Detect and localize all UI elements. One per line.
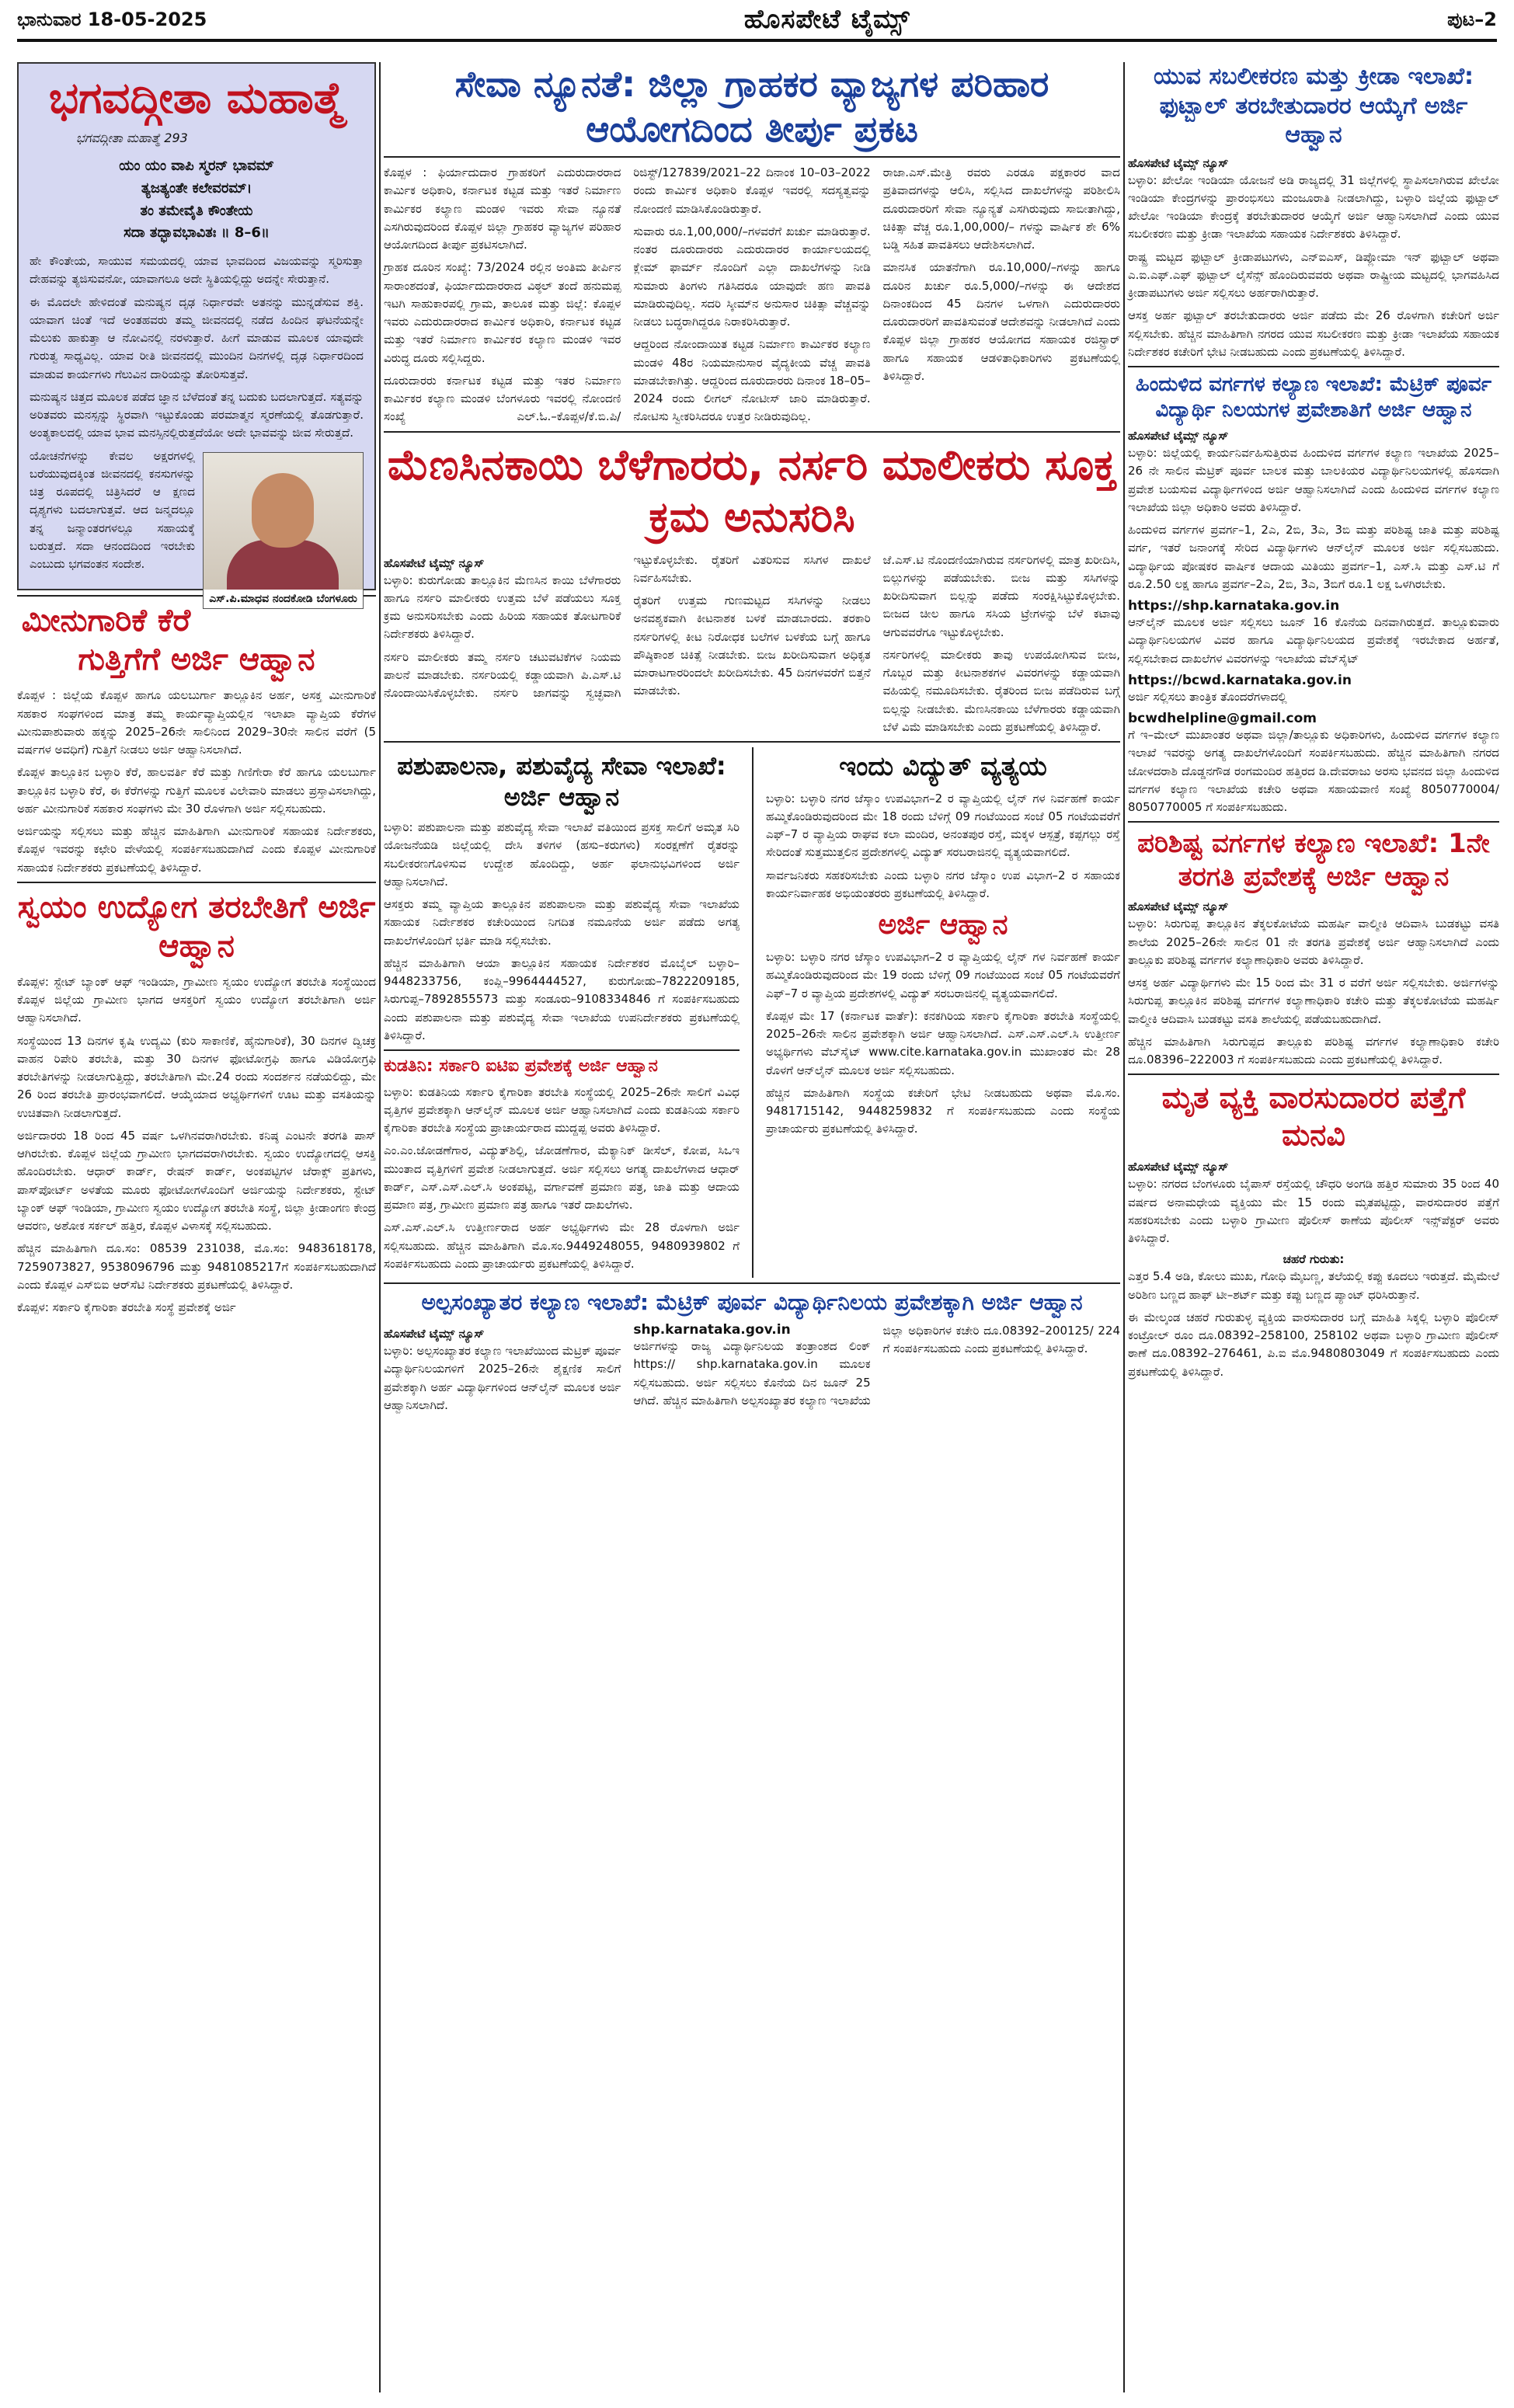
headline: ಮೆಣಸಿನಕಾಯಿ ಬೆಳೆಗಾರರು, ನರ್ಸರಿ ಮಾಲೀಕರು ಸೂಕ್ತ ಕ್ರಮ ಅನುಸರಿಸಿ <box>387 440 1117 541</box>
photo-caption: ಎಸ್.ಪಿ.ಮಾಧವ ನಂದಕೋಡಿ ಬೆಂಗಳೂರು <box>209 592 357 605</box>
headline: ಸ್ವಯಂ ಉದ್ಯೋಗ ತರಬೇತಿಗೆ ಅರ್ಜಿ ಆಹ್ವಾನ <box>17 889 376 964</box>
article-paragraph: ನರ್ಸರಿಗಳಲ್ಲಿ ಮಾಲೀಕರು ತಾವು ಉಪಯೋಗಿಸುವ ಬೀಜ, ಗೊಬ್ಬರ ಮತ್ತು ಕೀಟನಾಶಕಗಳ ವಿವರಗಳನ್ನು ಕಡ್ಡಾಯವಾಗಿ ವಹಿಯಲ್ಲಿ ನಮೂದಿಸಬೇಕು. ರೈತರಿಂದ ಬೀಜ ಪಡೆದಿರುವ ಬಗ್ಗೆ ಬಿಲ್ಲನ್ನು ನೀಡಬೇಕು. ಮೆಣಸಿನಕಾಯಿ ಬೆಳೆಗಾರರು ಕಡ್ಡಾಯವಾಗಿ ಬೆಳೆ ವಿಮೆ ಮಾಡಿಸಬೇಕು ಎಂದು ಪ್ರಕಟಣೆಯಲ್ಲಿ ತಿಳಿಸಿದ್ದಾರೆ. <box>882 647 1120 734</box>
byline: ಹೊಸಪೇಟೆ ಟೈಮ್ಸ್ ನ್ಯೂಸ್ <box>1128 900 1229 914</box>
byline: ಹೊಸಪೇಟೆ ಟೈಮ್ಸ್ ನ್ಯೂಸ್ <box>1128 1160 1229 1174</box>
verse-line: ತ್ಯಜತ್ಯಂತೇ ಕಲೇವರಮ್। <box>141 179 252 197</box>
article-paragraph: ಕೊಪ್ಪಳ ಮೇ 17 (ಕರ್ನಾಟಕ ವಾರ್ತೆ): ಕನಕಗಿರಿಯ ಸರ್ಕಾರಿ ಕೈಗಾರಿಕಾ ತರಬೇತಿ ಸಂಸ್ಥೆಯಲ್ಲಿ 2025–26ನೇ ಸಾಲಿನ ಪ್ರವೇಶಕ್ಕಾಗಿ ಅರ್ಜಿ ಆಹ್ವಾನಿಸಲಾಗಿದೆ. ಎಸ್.ಎಸ್.ಎಲ್.ಸಿ ಉತ್ತೀರ್ಣ ಅಭ್ಯರ್ಥಿಗಳು ವೆಬ್‌ಸೈಟ್ www.cite.karnataka.gov.in ಮುಖಾಂತರ ಮೇ 28 ರೊಳಗೆ ಆನ್‌ಲೈನ್ ಮೂಲಕ ಅರ್ಜಿ ಸಲ್ಲಿಸಬಹುದು. <box>765 1008 1120 1077</box>
self-employment-article <box>17 888 376 1317</box>
article-paragraph: ಬಳ್ಳಾರಿ: ಕುರುಗೋಡು ತಾಲ್ಲೂಕಿನ ಮೆಣಸಿನ ಕಾಯಿ ಬೆಳೆಗಾರರು ಹಾಗೂ ನರ್ಸರಿ ಮಾಲೀಕರು ಉತ್ತಮ ಬೆಳೆ ಪಡೆಯಲು ಸೂಕ್ತ ಕ್ರಮ ಅನುಸರಿಸಬೇಕು ಎಂದು ಹಿರಿಯ ಸಹಾಯಕ ತೋಟಗಾರಿಕೆ ನಿರ್ದೇಶಕರು ತಿಳಿಸಿದ್ದಾರೆ. <box>384 572 621 642</box>
headline: ಯುವ ಸಬಲೀಕರಣ ಮತ್ತು ಕ್ರೀಡಾ ಇಲಾಖೆ: ಫುಟ್ಬಾಲ್ ತರಬೇತುದಾರರ ಆಯ್ಕೆಗೆ ಅರ್ಜಿ ಆಹ್ವಾನ <box>1153 63 1474 148</box>
article-paragraph: ಸುವಾರು ರೂ.1,00,000/–ಗಳವರೆಗೆ ಖರ್ಚು ಮಾಡಿರುತ್ತಾರೆ. ನಂತರ ದೂರುದಾರರು ಎದುರುದಾರರ ಕಾರ್ಯಾಲಯದಲ್ಲಿ ಕ್ಲೇಮ್ ಫಾರ್ಮ್ ನೊಂದಿಗೆ ಎಲ್ಲಾ ದಾಖಲೆಗಳನ್ನು ನೀಡಿ ಸುಮಾರು ತಿಂಗಳು ಗತಿಸಿದರೂ ಯಾವುದೇ ಹಣ ಪಾವತಿ ಮಾಡಿರುವುದಿಲ್ಲ. ಸದರಿ ಸ್ಕೀಮ್‌ನ ಅನುಸಾರ ಚಿಕಿತ್ಸಾ ವೆಚ್ಚವನ್ನು ನೀಡಲು ಬದ್ಧರಾಗಿದ್ದರೂ ನಿರಾಕರಿಸಿರುತ್ತಾರೆ. <box>633 224 871 329</box>
email-link[interactable]: bcwdhelpline@gmail.com <box>1128 711 1317 726</box>
article-paragraph: ರಾಷ್ಟ್ರ ಮಟ್ಟದ ಫುಟ್ಬಾಲ್ ಕ್ರೀಡಾಪಟುಗಳು, ಎನ್‌ಐಎಸ್, ಡಿಪ್ಲೋಮಾ ಇನ್ ಫುಟ್ಬಾಲ್ ಅಥವಾ ಎ.ಐ.ಎಫ್.ಎಫ್ ಫುಟ್ಬಾಲ್ ಲೈಸೆನ್ಸ್ ಹೊಂದಿರುವವರು ಅಥವಾ ರಾಷ್ಟ್ರೀಯ ಮಟ್ಟದಲ್ಲಿ ಭಾಗವಹಿಸಿದ ಕ್ರೀಡಾಪಟುಗಳು ಅರ್ಜಿ ಸಲ್ಲಿಸಲು ಅರ್ಹರಾಗಿರುತ್ತಾರೆ. <box>1128 249 1499 300</box>
article-paragraph: ಸಂಸ್ಥೆಯಿಂದ 13 ದಿನಗಳ ಕೃಷಿ ಉದ್ಯಮಿ (ಕುರಿ ಸಾಕಾಣಿಕೆ, ಹೈನುಗಾರಿಕೆ), 30 ದಿನಗಳ ದ್ವಿಚಕ್ರ ವಾಹನ ರಿಪೇರಿ ತರಬೇತಿ, ಮತ್ತು 30 ದಿನಗಳ ಫೋಟೋಗ್ರಫಿ ಹಾಗೂ ವಿಡಿಯೋಗ್ರಫಿ ತರಬೇತಿಗಳನ್ನು ನೀಡಲಾಗುತ್ತಿದ್ದು, ತರಬೇತಿಗಾಗಿ ಮೇ.24 ರಂದು ಸಂದರ್ಶನ ನಡೆಯಲಿದ್ದು, ಮೇ 26 ರಿಂದ ತರಬೇತಿ ಪ್ರಾರಂಭವಾಗಲಿದೆ. ಆಯ್ಕೆಯಾದ ಅಭ್ಯರ್ಥಿಗಳಿಗೆ ಊಟ ಮತ್ತು ವಸತಿಯನ್ನು ಉಚಿತವಾಗಿ ನೀಡಲಾಗುತ್ತದೆ. <box>17 1033 376 1120</box>
article-paragraph: ಕೊಪ್ಪಳ: ಸರ್ಕಾರಿ ಕೈಗಾರಿಕಾ ತರಬೇತಿ ಸಂಸ್ಥೆ ಪ್ರವೇಶಕ್ಕೆ ಅರ್ಜಿ <box>17 1300 236 1315</box>
page-number: ಪುಟ–2 <box>1447 9 1497 30</box>
article-paragraph: ಆಸಕ್ತರು ತಮ್ಮ ವ್ಯಾಪ್ತಿಯ ತಾಲ್ಲೂಕಿನ ಪಶುಪಾಲನಾ ಮತ್ತು ಪಶುವೈದ್ಯ ಸೇವಾ ಇಲಾಖೆಯ ಸಹಾಯಕ ನಿರ್ದೇಶಕರ ಕಚೇರಿಯಿಂದ ನಿಗದಿತ ನಮೂನೆಯ ಅರ್ಜಿ ಪಡೆದು ಅಗತ್ಯ ದಾಖಲೆಗಳೊಂದಿಗೆ ಭರ್ತಿ ಮಾಡಿ ಸಲ್ಲಿಸಬೇಕು. <box>384 897 740 948</box>
subheading: ಚಹರೆ ಗುರುತು: <box>1283 1252 1345 1267</box>
byline: ಹೊಸಪೇಟೆ ಟೈಮ್ಸ್ ನ್ಯೂಸ್ <box>384 1327 485 1341</box>
article-paragraph: ನರ್ಸರಿ ಮಾಲೀಕರು ತಮ್ಮ ನರ್ಸರಿ ಚಟುವಟಿಕೆಗಳ ನಿಯಮ ಪಾಲನೆ ಮಾಡಬೇಕು. ನರ್ಸರಿಯಲ್ಲಿ ಕಡ್ಡಾಯವಾಗಿ ಪಿ.ಎಸ್.ಟಿ ನೊಂದಾಯಿಸಿಕೊಳ್ಳಬೇಕು. ನರ್ಸರಿ ಜಾಗವನ್ನು ಸ್ವಚ್ಛವಾಗಿ ಇಟ್ಟುಕೊಳ್ಳಬೇಕು. ರೈತರಿಗೆ ವಿತರಿಸುವ ಸಸಿಗಳ ದಾಖಲೆ ನಿರ್ವಹಿಸಬೇಕು. <box>384 552 871 700</box>
author-photo <box>203 452 364 609</box>
headline: ಹಿಂದುಳಿದ ವರ್ಗಗಳ ಕಲ್ಯಾಣ ಇಲಾಖೆ: ಮೆಟ್ರಿಕ್ ಪೂರ್ವ ವಿದ್ಯಾರ್ಥಿ ನಿಲಯಗಳ ಪ್ರವೇಶಾತಿಗೆ ಅರ್ಜಿ ಆಹ್ವಾನ <box>1135 373 1492 422</box>
chilli-article <box>384 439 1120 737</box>
article-paragraph: ಕೊಪ್ಪಳ : ಜಿಲ್ಲೆಯ ಕೊಪ್ಪಳ ಹಾಗೂ ಯಲಬುರ್ಗಾ ತಾಲ್ಲೂಕಿನ ಅರ್ಹ, ಅಸಕ್ತ ಮೀನುಗಾರಿಕೆ ಸಹಕಾರ ಸಂಘಗಳಿಂದ ಮಾತ್ರ ತಮ್ಮ ಕಾರ್ಯವ್ಯಾಪ್ತಿಯಲ್ಲಿನ ಇಲಾಖಾ ವ್ಯಾಪ್ತಿಯ ಕೆರೆಗಳ ಮೀನುಪಾಶುವಾರು ಹಕ್ಕನ್ನು 2025–26ನೇ ಸಾಲಿನಿಂದ 2029–30ನೇ ಸಾಲಿನ ವರೆಗೆ (5 ವರ್ಷಗಳ ಅವಧಿಗೆ) ಗುತ್ತಿಗೆ ನೀಡಲು ಅರ್ಜಿ ಆಹ್ವಾನಿಸಲಾಗಿದೆ. <box>17 688 376 757</box>
article-paragraph: ಈ ಮೊದಲೇ ಹೇಳಿದಂತೆ ಮನುಷ್ಯನ ದೃಢ ನಿರ್ಧಾರವೇ ಅತನನ್ನು ಮುನ್ನಡೆಸುವ ಶಕ್ತಿ. ಯಾವಾಗ ಚಿಂತೆ ಇದೆ ಅಂತಹವರು ತಮ್ಮ ಜೀವನದಲ್ಲಿ ನಡೆದ ಹಿಂದಿನ ಘಟನೆಯನ್ನೇ ಮೆಲುಕು ಹಾಕುತ್ತಾ ಆ ನೋವಿನಲ್ಲಿ ನರಳುತ್ತಾರೆ. ಹೀಗೆ ಮಾಡುವ ಮೂಲಕ ಯಾವುದೇ ಗುರುತ್ವ ಸಾಧ್ಯವಿಲ್ಲ. ಯಾವ ರೀತಿ ಜೀವನದಲ್ಲಿ ಮುಂದಿನ ದಿನಗಳಲ್ಲಿ ದೃಢ ನಿರ್ಧಾರದಿಂದ ಮಾಡುವ ಕಾರ್ಯಗಳು ಗೆಲುವಿನ ದಾರಿಯನ್ನು ತೋರಿಸುತ್ತವೆ. <box>30 294 364 381</box>
divider <box>1128 821 1499 823</box>
article-paragraph: ಬಳ್ಳಾರಿ: ಪಶುಪಾಲನಾ ಮತ್ತು ಪಶುವೈದ್ಯ ಸೇವಾ ಇಲಾಖೆ ವತಿಯಿಂದ ಪ್ರಸಕ್ತ ಸಾಲಿಗೆ ಅಮೃತ ಸಿರಿ ಯೋಜನೆಯಡಿ ಜಿಲ್ಲೆಯಲ್ಲಿ ದೇಸಿ ತಳಿಗಳ (ಹಸು–ಕರುಗಳು) ಸಂರಕ್ಷಣೆಗೆ ರೈತರನ್ನು ಸಬಲೀಕರಣಗೊಳಿಸುವ ಉದ್ದೇಶ ಹೊಂದಿದ್ದು, ಅರ್ಹ ಫಲಾನುಭವಿಗಳಿಂದ ಅರ್ಜಿ ಆಹ್ವಾನಿಸಲಾಗಿದೆ. <box>384 820 740 889</box>
left-column <box>17 62 376 1321</box>
portrait-image <box>204 453 363 590</box>
article-paragraph: ಹಿಂದುಳಿದ ವರ್ಗಗಳ ಪ್ರವರ್ಗ–1, 2ಎ, 2ಬಿ, 3ಎ, 3ಬಿ ಮತ್ತು ಪರಿಶಿಷ್ಟ ಜಾತಿ ಮತ್ತು ಪರಿಶಿಷ್ಟ ವರ್ಗ, ಇತರೆ ಜನಾಂಗಕ್ಕೆ ಸೇರಿದ ವಿದ್ಯಾರ್ಥಿಗಳು ಆನ್‌ಲೈನ್ ಮೂಲಕ ಅರ್ಜಿ ಸಲ್ಲಿಸಬಹುದು. ವಿದ್ಯಾರ್ಥಿಯ ಪೋಷಕರ ವಾರ್ಷಿಕ ಆದಾಯ ಮಿತಿಯು ಪ್ರವರ್ಗ–1, ಎಸ್.ಸಿ ಮತ್ತು ಎಸ್.ಟಿ ಗೆ ರೂ.2.50 ಲಕ್ಷ ಹಾಗೂ ಪ್ರವರ್ಗ–2ಎ, 2ಬಿ, 3ಎ, 3ಬಿಗೆ ರೂ.1 ಲಕ್ಷ ಒಳಗಿರಬೇಕು. <box>1128 523 1499 591</box>
deceased-article <box>1128 1080 1499 1381</box>
article-paragraph: ಬಳ್ಳಾರಿ: ಕುಡತಿನಿಯ ಸರ್ಕಾರಿ ಕೈಗಾರಿಕಾ ತರಬೇತಿ ಸಂಸ್ಥೆಯಲ್ಲಿ 2025–26ನೇ ಸಾಲಿಗೆ ವಿವಿಧ ವೃತ್ತಿಗಳ ಪ್ರವೇಶಕ್ಕಾಗಿ ಆನ್‌ಲೈನ್ ಮೂಲಕ ಅರ್ಜಿ ಆಹ್ವಾನಿಸಲಾಗಿದೆ ಎಂದು ಕುಡತಿನಿಯ ಸರ್ಕಾರಿ ಕೈಗಾರಿಕಾ ತರಬೇತಿ ಸಂಸ್ಥೆಯ ಪ್ರಾಚಾರ್ಯರಾದ ಮುದ್ದಪ್ಪ ಅವರು ತಿಳಿಸಿದ್ದಾರೆ. <box>384 1084 740 1135</box>
article-paragraph: ಬಳ್ಳಾರಿ: ಖೇಲೋ ಇಂಡಿಯಾ ಯೋಜನೆ ಅಡಿ ರಾಜ್ಯದಲ್ಲಿ 31 ಜಿಲ್ಲೆಗಳಲ್ಲಿ ಸ್ಥಾಪಿಸಲಾಗಿರುವ ಖೇಲೋ ಇಂಡಿಯಾ ಕೇಂದ್ರಗಳನ್ನು ಪ್ರಾರಂಭಿಸಲು ಮಂಜೂರಾತಿ ನೀಡಲಾಗಿದ್ದು, ಬಳ್ಳಾರಿ ಜಿಲ್ಲೆಯ ಫುಟ್ಬಾಲ್ ಖೇಲೋ ಇಂಡಿಯಾ ಕೇಂದ್ರಕ್ಕೆ ತರಬೇತುದಾರರ ಆಯ್ಕೆಗೆ ಅರ್ಜಿ ಆಹ್ವಾನಿಸಲಾಗಿದೆ ಎಂದು ಯುವ ಸಬಲೀಕರಣ ಮತ್ತು ಕ್ರೀಡಾ ಇಲಾಖೆಯ ಸಹಾಯಕ ನಿರ್ದೇಶಕರು ತಿಳಿಸಿದ್ದಾರೆ. <box>1128 172 1499 242</box>
article-paragraph: ಹೆಚ್ಚಿನ ಮಾಹಿತಿಗಾಗಿ ಆಯಾ ತಾಲ್ಲೂಕಿನ ಸಹಾಯಕ ನಿರ್ದೇಶಕರ ಮೊಬೈಲ್ ಬಳ್ಳಾರಿ–9448233756, ಕಂಪ್ಲಿ–9964444527, ಕುರುಗೋಡು–7822209185, ಸಿರುಗುಪ್ಪ–7892855573 ಮತ್ತು ಸಂಡೂರು–9108334846 ಗೆ ಸಂಪರ್ಕಿಸಬಹುದು ಎಂದು ಪಶುಪಾಲನಾ ಮತ್ತು ಪಶುವೈದ್ಯ ಸೇವಾ ಇಲಾಖೆಯ ಉಪನಿರ್ದೇಶಕರು ಪ್ರಕಟಣೆಯಲ್ಲಿ ತಿಳಿಸಿದ್ದಾರೆ. <box>384 955 740 1042</box>
article-paragraph: ಈ ಮೇಲ್ಕಂಡ ಚಹರೆ ಗುರುತುಳ್ಳ ವ್ಯಕ್ತಿಯ ವಾರಸುದಾರರ ಬಗ್ಗೆ ಮಾಹಿತಿ ಸಿಕ್ಕಲ್ಲಿ ಬಳ್ಳಾರಿ ಪೊಲೀಸ್ ಕಂಟ್ರೋಲ್ ರೂಂ ದೂ.08392–258100, 258102 ಅಥವಾ ಬಳ್ಳಾರಿ ಗ್ರಾಮೀಣ ಪೊಲೀಸ್ ಠಾಣೆ ದೂ.08392–276461, ಪಿ.ಐ ಮೊ.9480803049 ಗೆ ಸಂಪರ್ಕಿಸಬಹುದು ಎಂದು ಪ್ರಕಟಣೆಯಲ್ಲಿ ತಿಳಿಸಿದ್ದಾರೆ. <box>1128 1310 1499 1379</box>
gita-title: ಭಗವದ್ಗೀತಾ ಮಹಾತ್ಮೆ <box>48 73 345 124</box>
article-paragraph: ಆನ್‌ಲೈನ್ ಮೂಲಕ ಅರ್ಜಿ ಸಲ್ಲಿಸಲು ಜೂನ್ 16 ಕೊನೆಯ ದಿನವಾಗಿರುತ್ತದೆ. ತಾಲ್ಲೂಕುವಾರು ವಿದ್ಯಾರ್ಥಿನಿಲಯಗಳ ವಿವರ ಹಾಗೂ ವಿದ್ಯಾರ್ಥಿನಿಲಯದ ಪ್ರವೇಶಕ್ಕೆ ಇರಬೇಕಾದ ಅರ್ಹತೆ, ಸಲ್ಲಿಸಬೇಕಾದ ದಾಖಲೆಗಳ ವಿವರಗಳನ್ನು ಇಲಾಖೆಯ ವೆಬ್‌ಸೈಟ್ <box>1128 615 1499 666</box>
article-paragraph: ರಾಜಾ.ಎಸ್.ಮೇತ್ರಿ ರವರು ಎರಡೂ ಪಕ್ಷಕಾರರ ವಾದ ಪ್ರತಿವಾದಗಳನ್ನು ಆಲಿಸಿ, ಸಲ್ಲಿಸಿದ ದಾಖಲೆಗಳನ್ನು ಪರಿಶೀಲಿಸಿ ದೂರುದಾರರಿಗೆ ಸೇವಾ ನ್ಯೂನ್ಯತೆ ಎಸಗಿರುವುದು ಸಾಬೀತಾಗಿದ್ದು, ಚಿಕಿತ್ಸಾ ವೆಚ್ಚ ರೂ.1,00,000/– ಗಳನ್ನು ವಾರ್ಷಿಕ ಶೇ 6% ಬಡ್ಡಿ ಸಹಿತ ಪಾವತಿಸಲು ಆದೇಶಿಸಲಾಗಿದೆ. <box>882 165 1120 252</box>
verse-line: ತಂ ತಮೇವೈತಿ ಕೌಂತೇಯ <box>140 202 253 219</box>
divider <box>384 1282 1120 1284</box>
website-link[interactable]: shp.karnataka.gov.in <box>633 1322 791 1338</box>
gita-verse <box>30 155 364 245</box>
newspaper-name: ಹೊಸಪೇಟೆ ಟೈಮ್ಸ್ <box>743 4 910 35</box>
divider <box>17 882 376 883</box>
article-paragraph: ಗೆ ಇ–ಮೇಲ್ ಮುಖಾಂತರ ಅಥವಾ ಜಿಲ್ಲಾ/ತಾಲ್ಲೂಕು ಅಧಿಕಾರಿಗಳು, ಹಿಂದುಳಿದ ವರ್ಗಗಳ ಕಲ್ಯಾಣ ಇಲಾಖೆ ಇವರನ್ನು ಅಗತ್ಯ ದಾಖಲೆಗಳೊಂದಿಗೆ ಸಂಪರ್ಕಿಸಬಹುದು. ಹೆಚ್ಚಿನ ಮಾಹಿತಿಗಾಗಿ ನಗರದ ಜೋಳದರಾಶಿ ದೊಡ್ಡನಗೌಡ ರಂಗಮಂದಿರ ಹತ್ತಿರದ ಡಿ.ದೇವರಾಜು ಅರಸು ಭವನದ ಜಿಲ್ಲಾ ಹಿಂದುಳಿದ ವರ್ಗಗಳ ಕಲ್ಯಾಣ ಇಲಾಖೆಯ ಕಚೇರಿ ಅಥವಾ ಸಹಾಯವಾಣಿ ಸಂಖ್ಯೆ 8050770004/ 8050770005 ಗೆ ಸಂಪರ್ಕಿಸಬಹುದು. <box>1128 728 1499 814</box>
article-paragraph: ಅರ್ಜಿ ಸಲ್ಲಿಸಲು ತಾಂತ್ರಿಕ ತೊಂದರೆಗಳಾದಲ್ಲಿ <box>1128 689 1287 704</box>
masthead <box>17 0 1497 42</box>
divider <box>1128 1074 1499 1075</box>
headline: ಕುಡತಿನಿ: ಸರ್ಕಾರಿ ಐಟಿಐ ಪ್ರವೇಶಕ್ಕೆ ಅರ್ಜಿ ಆಹ್ವಾನ <box>384 1056 658 1076</box>
article-paragraph: ಯೋಚನೆಗಳನ್ನು ಕೇವಲ ಅಕ್ಷರಗಳಲ್ಲಿ ಬರೆಯುವುದಕ್ಕಿಂತ ಜೀವನದಲ್ಲಿ ಕನಸುಗಳನ್ನು ಚಿತ್ರ ರೂಪದಲ್ಲಿ ಚಿತ್ರಿಸಿದರೆ ಆ ಕ್ಷಣದ ದೃಶ್ಯಗಳು ಬದಲಾಗುತ್ತವೆ. ಆದ ಜನ್ಮದಲ್ಲೂ ತನ್ನ ಜನ್ಮಾಂತರಗಳಲ್ಲೂ ಸಹಾಯಕ್ಕೆ ಬರುತ್ತದೆ. ಸದಾ ಆನಂದದಿಂದ ಇರಬೇಕು ಎಂಬುದು ಭಗವಂತನ ಸಂದೇಶ. <box>30 448 195 572</box>
article-paragraph: ಕೊಪ್ಪಳ: ಸ್ಟೇಟ್ ಬ್ಯಾಂಕ್ ಆಫ್ ಇಂಡಿಯಾ, ಗ್ರಾಮೀಣ ಸ್ವಯಂ ಉದ್ಯೋಗ ತರಬೇತಿ ಸಂಸ್ಥೆಯಿಂದ ಕೊಪ್ಪಳ ಜಿಲ್ಲೆಯ ಗ್ರಾಮೀಣ ಭಾಗದ ಆಸಕ್ತರಿಗೆ ಸ್ವಯಂ ಉದ್ಯೋಗ ತರಬೇತಿಗಾಗಿ ಅರ್ಜಿ ಆಹ್ವಾನಿಸಲಾಗಿದೆ. <box>17 974 376 1025</box>
gita-subtitle: ಭಗವದ್ಗೀತಾ ಮಹಾತ್ಮೆ 293 <box>76 130 188 145</box>
headline: ಸೇವಾ ನ್ಯೂನತೆ: ಜಿಲ್ಲಾ ಗ್ರಾಹಕರ ವ್ಯಾಜ್ಯಗಳ ಪರಿಹಾರ ಆಯೋಗದಿಂದ ತೀರ್ಪು ಪ್ರಕಟ <box>384 62 1120 158</box>
article-paragraph: ಮಾನಸಿಕ ಯಾತನೆಗಾಗಿ ರೂ.10,000/–ಗಳನ್ನು ಹಾಗೂ ದೂರಿನ ಖರ್ಚು ರೂ.5,000/–ಗಳನ್ನು ಈ ಆದೇಶದ ದಿನಾಂಕದಿಂದ 45 ದಿನಗಳ ಒಳಗಾಗಿ ಎದುರುದಾರರು ದೂರುದಾರರಿಗೆ ಪಾವತಿಸುವಂತೆ ಆದೇಶವನ್ನು ನೀಡಲಾಗಿದೆ ಎಂದು ಕೊಪ್ಪಳ ಜಿಲ್ಲಾ ಗ್ರಾಹಕರ ಆಯೋಗದ ಸಹಾಯಕ ರಜಿಸ್ಟ್ರಾರ್ ಹಾಗೂ ಸಹಾಯಕ ಆಡಳಿತಾಧಿಕಾರಿಗಳು ಪ್ರಕಟಣೆಯಲ್ಲಿ ತಿಳಿಸಿದ್ದಾರೆ. <box>882 260 1120 383</box>
column-divider <box>379 62 381 2392</box>
divider <box>384 431 1120 433</box>
byline: ಹೊಸಪೇಟೆ ಟೈಮ್ಸ್ ನ್ಯೂಸ್ <box>1128 155 1229 170</box>
fish-article <box>17 601 376 877</box>
article-paragraph: ಹೆಚ್ಚಿನ ಮಾಹಿತಿಗಾಗಿ ಸಿರುಗುಪ್ಪದ ತಾಲ್ಲೂಕು ಪರಿಶಿಷ್ಟ ವರ್ಗಗಳ ಕಲ್ಯಾಣಾಧಿಕಾರಿ ಕಚೇರಿ ದೂ.08396–222003 ಗೆ ಸಂಪರ್ಕಿಸಬಹುದು ಎಂದು ಪ್ರಕಟಣೆಯಲ್ಲಿ ತಿಳಿಸಿದ್ದಾರೆ. <box>1128 1034 1499 1067</box>
animal-husbandry-article <box>384 747 740 1278</box>
column-divider <box>752 747 754 1278</box>
verse-line: ಯಂ ಯಂ ವಾಪಿ ಸ್ಮರನ್ ಭಾವಮ್ <box>119 158 274 174</box>
article-paragraph: ಬಳ್ಳಾರಿ: ಬಳ್ಳಾರಿ ನಗರ ಜೆಸ್ಕಾಂ ಉಪವಿಭಾಗ–2 ರ ವ್ಯಾಪ್ತಿಯಲ್ಲಿ ಲೈನ್ ಗಳ ನಿರ್ವಹಣೆ ಕಾರ್ಯ ಹಮ್ಮಿಕೊಂಡಿರುವುದರಿಂದ ಮೇ 18 ರಂದು ಬೆಳಿಗ್ಗೆ 09 ಗಂಟೆಯಿಂದ ಸಂಜೆ 05 ಗಂಟೆಯವರೆಗೆ ಎಫ್–7 ರ ವ್ಯಾಪ್ತಿಯ ರಾಘವ ಕಲಾ ಮಂದಿರ, ಅನಂತಪುರ ರಸ್ತೆ, ಮಕ್ಕಳ ಆಸ್ಪತ್ರೆ, ಕಪ್ಪಗಲ್ಲು ರಸ್ತೆ ಸೇರಿದಂತೆ ಸುತ್ತಮುತ್ತಲಿನ ಪ್ರದೇಶಗಳಲ್ಲಿ ವಿದ್ಯುತ್ ಸರಬರಾಜಿನಲ್ಲಿ ವ್ಯತ್ಯಯವಾಗಲಿದೆ. <box>765 791 1120 860</box>
article-paragraph: ಜೆ.ಎಸ್.ಟಿ ನೊಂದಣಿಯಾಗಿರುವ ನರ್ಸರಿಗಳಲ್ಲಿ ಮಾತ್ರ ಖರೀದಿಸಿ, ಬಿಲ್ಲುಗಳನ್ನು ಪಡೆಯಬೇಕು. ಬೀಜ ಮತ್ತು ಸಸಿಗಳನ್ನು ಖರೀದಿಸುವಾಗ ಬಿಲ್ಲನ್ನು ಪಡೆದು ಸಂರಕ್ಷಿಸಿಟ್ಟುಕೊಳ್ಳಬೇಕು. ಬೀಜದ ಚೀಲ ಹಾಗೂ ಸಸಿಯ ಟ್ರೇಗಳನ್ನು ಬೆಳೆ ಕಟಾವು ಆಗುವವರೆಗೂ ಇಟ್ಟುಕೊಳ್ಳಬೇಕು. <box>882 552 1120 639</box>
website-link[interactable]: https://bcwd.karnataka.gov.in <box>1128 672 1352 688</box>
byline: ಹೊಸಪೇಟೆ ಟೈಮ್ಸ್ ನ್ಯೂಸ್ <box>384 555 485 570</box>
article-paragraph: ದೂರುದಾರರು ಕರ್ನಾಟಕ ಕಟ್ಟಡ ಮತ್ತು ಇತರ ನಿರ್ಮಾಣ ಕಾರ್ಮಿಕರ ಕಲ್ಯಾಣ ಮಂಡಳಿ ಬೆಂಗಳೂರು ಇವರಲ್ಲಿ ನೋಂದಣಿ ಸಂಖ್ಯೆ ಎಲ್.ಓ.–ಕೊಪ್ಪಳ/ಕೆ.ಬಿ.ಪಿ/ರಿಜಿಸ್ಟ್/127839/2021–22 ದಿನಾಂಕ 10–03–2022 ರಂದು ಕಾರ್ಮಿಕ ಅಧಿಕಾರಿ ಕೊಪ್ಪಳ ಇವರಲ್ಲಿ ಸದಸ್ಯತ್ವವನ್ನು ನೋಂದಣಿ ಮಾಡಿಸಿಕೊಂಡಿರುತ್ತಾರೆ. <box>384 165 871 424</box>
gita-section <box>17 62 376 605</box>
headline: ಅಲ್ಪಸಂಖ್ಯಾತರ ಕಲ್ಯಾಣ ಇಲಾಖೆ: ಮೆಟ್ರಿಕ್ ಪೂರ್ವ ವಿದ್ಯಾರ್ಥಿನಿಲಯ ಪ್ರವೇಶಕ್ಕಾಗಿ ಅರ್ಜಿ ಆಹ್ವಾನ <box>421 1289 1083 1315</box>
article-paragraph: ಬಳ್ಳಾರಿ: ಅಲ್ಪಸಂಖ್ಯಾತರ ಕಲ್ಯಾಣ ಇಲಾಖೆಯಿಂದ ಮೆಟ್ರಿಕ್ ಪೂರ್ವ ವಿದ್ಯಾರ್ಥಿನಿಲಯಗಳಿಗೆ 2025–26ನೇ ಶೈಕ್ಷಣಿಕ ಸಾಲಿಗೆ ಪ್ರವೇಶಕ್ಕಾಗಿ ಅರ್ಹ ವಿದ್ಯಾರ್ಥಿಗಳಿಂದ ಆನ್‌ಲೈನ್ ಮೂಲಕ ಅರ್ಜಿ ಆಹ್ವಾನಿಸಲಾಗಿದೆ. <box>384 1344 621 1412</box>
article-paragraph: ಬಳ್ಳಾರಿ: ಬಳ್ಳಾರಿ ನಗರ ಜೆಸ್ಕಾಂ ಉಪವಿಭಾಗ–2 ರ ವ್ಯಾಪ್ತಿಯಲ್ಲಿ ಲೈನ್ ಗಳ ನಿರ್ವಹಣೆ ಕಾರ್ಯ ಹಮ್ಮಿಕೊಂಡಿರುವುದರಿಂದ ಮೇ 19 ರಂದು ಬೆಳಿಗ್ಗೆ 09 ಗಂಟೆಯಿಂದ ಸಂಜೆ 05 ಗಂಟೆಯವರೆಗೆ ಎಫ್–7 ರ ವ್ಯಾಪ್ತಿಯ ಪ್ರದೇಶಗಳಲ್ಲಿ ವಿದ್ಯುತ್ ಸರಬರಾಜಿನಲ್ಲಿ ವ್ಯತ್ಯಯವಾಗಲಿದೆ. <box>765 950 1120 1000</box>
article-paragraph: ಸಾರ್ವಜನಿಕರು ಸಹಕರಿಸಬೇಕು ಎಂದು ಬಳ್ಳಾರಿ ನಗರ ಜೆಸ್ಕಾಂ ಉಪ ವಿಭಾಗ–2 ರ ಸಹಾಯಕ ಕಾರ್ಯನಿರ್ವಾಹಕ ಅಭಿಯಂತರರು ಪ್ರಕಟಣೆಯಲ್ಲಿ ತಿಳಿಸಿದ್ದಾರೆ. <box>765 868 1120 900</box>
article-paragraph: ಹೇ ಕೌಂತೇಯ, ಸಾಯುವ ಸಮಯದಲ್ಲಿ ಯಾವ ಭಾವದಿಂದ ವಿಜಯವನ್ನು ಸ್ಮರಿಸುತ್ತಾ ದೇಹವನ್ನು ತ್ಯಜಿಸುವನೋ, ಯಾವಾಗಲೂ ಅದೇ ಸ್ಥಿತಿಯಲ್ಲಿದ್ದು ಅದನ್ನೇ ಸೇರುತ್ತಾನೆ. <box>30 254 364 287</box>
article-paragraph: ಅರ್ಜಿಯನ್ನು ಸಲ್ಲಿಸಲು ಮತ್ತು ಹೆಚ್ಚಿನ ಮಾಹಿತಿಗಾಗಿ ಮೀನುಗಾರಿಕೆ ಸಹಾಯಕ ನಿರ್ದೇಶಕರು, ಕೊಪ್ಪಳ ಇವರನ್ನು ಕಛೇರಿ ವೇಳೆಯಲ್ಲಿ ಸಂಪರ್ಕಿಸಬಹುದಾಗಿದೆ ಎಂದು ಕೊಪ್ಪಳ ಮೀನುಗಾರಿಕೆ ಸಹಾಯಕ ನಿರ್ದೇಶಕರು ಪ್ರಕಟಣೆಯಲ್ಲಿ ತಿಳಿಸಿದ್ದಾರೆ. <box>17 824 376 875</box>
headline: ಇಂದು ವಿದ್ಯುತ್ ವ್ಯತ್ಯಯ <box>839 751 1047 782</box>
issue-date: ಭಾನುವಾರ 18-05-2025 <box>17 9 207 30</box>
divider <box>384 1049 740 1051</box>
seva-article <box>384 62 1120 426</box>
article-paragraph: ರೈತರಿಗೆ ಉತ್ತಮ ಗುಣಮಟ್ಟದ ಸಸಿಗಳನ್ನು ನೀಡಲು ಅನವಶ್ಯಕವಾಗಿ ಕೀಟನಾಶಕ ಬಳಕೆ ಮಾಡಬಾರದು. ತರಕಾರಿ ನರ್ಸರಿಗಳಲ್ಲಿ ಕೀಟ ನಿರೋಧಕ ಬಲೆಗಳ ಬಳಕೆಯ ಬಗ್ಗೆ ಹಾಗೂ ಪೌಷ್ಠಿಕಾಂಶ ಚಿಕಿತ್ಸೆ ನೀಡಬೇಕು. ಬೀಜ ಖರೀದಿಸುವಾಗ ಅಧಿಕೃತ ಮಾರಾಟಗಾರರಿಂದಲೇ ಖರೀದಿಸಬೇಕು. 45 ದಿನಗಳವರೆಗೆ ಬಿತ್ತನೆ ಮಾಡಬೇಕು. <box>633 593 871 698</box>
column-divider <box>1123 62 1125 2392</box>
tribal-article <box>1128 827 1499 1069</box>
headline: ಮೀನುಗಾರಿಕೆ ಕೆರೆ ಗುತ್ತಿಗೆಗೆ ಅರ್ಜಿ ಆಹ್ವಾನ <box>21 603 315 678</box>
article-body <box>384 1322 1120 1415</box>
article-paragraph: ಬಳ್ಳಾರಿ: ಸಿರುಗುಪ್ಪ ತಾಲ್ಲೂಕಿನ ತೆಕ್ಕಲಕೋಟೆಯ ಮಹರ್ಷಿ ವಾಲ್ಮೀಕಿ ಆದಿವಾಸಿ ಬುಡಕಟ್ಟು ವಸತಿ ಶಾಲೆಯ 2025–26ನೇ ಸಾಲಿನ 01 ನೇ ತರಗತಿ ಪ್ರವೇಶಕ್ಕೆ ಅರ್ಜಿ ಆಹ್ವಾನಿಸಲಾಗಿದೆ ಎಂದು ತಾಲ್ಲೂಕು ಪರಿಶಿಷ್ಟ ವರ್ಗಗಳ ಕಲ್ಯಾಣಾಧಿಕಾರಿ ಅವರು ತಿಳಿಸಿದ್ದಾರೆ. <box>1128 917 1499 967</box>
article-paragraph: ಆಸಕ್ತ ಅರ್ಹ ಫುಟ್ಬಾಲ್ ತರಬೇತುದಾರರು ಅರ್ಜಿ ಪಡೆದು ಮೇ 26 ರೊಳಗಾಗಿ ಕಚೇರಿಗೆ ಅರ್ಜಿ ಸಲ್ಲಿಸಬೇಕು. ಹೆಚ್ಚಿನ ಮಾಹಿತಿಗಾಗಿ ನಗರದ ಯುವ ಸಬಲೀಕರಣ ಮತ್ತು ಕ್ರೀಡಾ ಇಲಾಖೆಯ ಸಹಾಯಕ ನಿರ್ದೇಶಕರ ಕಚೇರಿಗೆ ಭೇಟಿ ನೀಡಬಹುದು ಎಂದು ಪ್ರಕಟಣೆಯಲ್ಲಿ ತಿಳಿಸಿದ್ದಾರೆ. <box>1128 308 1499 359</box>
article-paragraph: ಬಳ್ಳಾರಿ: ನಗರದ ಬೆಂಗಳೂರು ಬೈಪಾಸ್ ರಸ್ತೆಯಲ್ಲಿ ಚೌಧರಿ ಅಂಗಡಿ ಹತ್ತಿರ ಸುಮಾರು 35 ರಿಂದ 40 ವರ್ಷದ ಅನಾಮಧೇಯ ವ್ಯಕ್ತಿಯು ಮೇ 15 ರಂದು ಮೃತಪಟ್ಟಿದ್ದು, ವಾರಸುದಾರರ ಪತ್ತೆಗೆ ಸಹಕರಿಸಬೇಕು ಎಂದು ಬಳ್ಳಾರಿ ಗ್ರಾಮೀಣ ಪೊಲೀಸ್ ಠಾಣೆಯ ಪೊಲೀಸ್ ಇನ್ಸ್‌ಪೆಕ್ಟರ್ ಅವರು ತಿಳಿಸಿದ್ದಾರೆ. <box>1128 1177 1499 1245</box>
article-paragraph: ಎಸ್.ಎಸ್.ಎಲ್.ಸಿ ಉತ್ತೀರ್ಣರಾದ ಅರ್ಹ ಅಭ್ಯರ್ಥಿಗಳು ಮೇ 28 ರೊಳಗಾಗಿ ಅರ್ಜಿ ಸಲ್ಲಿಸಬಹುದು. ಹೆಚ್ಚಿನ ಮಾಹಿತಿಗಾಗಿ ಮೊ.ಸಂ.9449248055, 9480939802 ಗೆ ಸಂಪರ್ಕಿಸಬಹುದು ಎಂದು ಪ್ರಾಚಾರ್ಯರು ಪ್ರಕಟಣೆಯಲ್ಲಿ ತಿಳಿಸಿದ್ದಾರೆ. <box>384 1220 740 1271</box>
backward-classes-article <box>1128 372 1499 816</box>
portrait-face <box>252 473 314 548</box>
divider <box>384 741 1120 743</box>
headline: ಮೃತ ವ್ಯಕ್ತಿ ವಾರಸುದಾರರ ಪತ್ತೆಗೆ ಮನವಿ <box>1161 1080 1466 1152</box>
football-article <box>1128 62 1499 361</box>
article-paragraph: ಕೊಪ್ಪಳ : ಫಿರ್ಯಾದುದಾರ ಗ್ರಾಹಕರಿಗೆ ಎದುರುದಾರರಾದ ಕಾರ್ಮಿಕ ಅಧಿಕಾರಿ, ಕರ್ನಾಟಕ ಕಟ್ಟಡ ಮತ್ತು ಇತರೆ ನಿರ್ಮಾಣ ಕಾರ್ಮಿಕರ ಕಲ್ಯಾಣ ಮಂಡಳಿ ಇವರು ಸೇವಾ ನ್ಯೂನತೆ ಎಸಗಿರುವುದರಿಂದ ಕೊಪ್ಪಳ ಜಿಲ್ಲಾ ಗ್ರಾಹಕರ ವ್ಯಾಜ್ಯಗಳ ಪರಿಹಾರ ಆಯೋಗದಿಂದ ತೀರ್ಪು ಪ್ರಕಟಿಸಲಾಗಿದೆ. <box>384 165 621 252</box>
article-paragraph: ಹೆಚ್ಚಿನ ಮಾಹಿತಿಗಾಗಿ ಸಂಸ್ಥೆಯ ಕಚೇರಿಗೆ ಭೇಟಿ ನೀಡಬಹುದು ಅಥವಾ ಮೊ.ಸಂ. 9481715142, 9448259832 ಗೆ ಸಂಪರ್ಕಿಸಬಹುದು ಎಂದು ಸಂಸ್ಥೆಯ ಪ್ರಾಚಾರ್ಯರು ಪ್ರಕಟಣೆಯಲ್ಲಿ ತಿಳಿಸಿದ್ದಾರೆ. <box>765 1085 1120 1136</box>
article-paragraph: ಮನುಷ್ಯನ ಚಿತ್ತದ ಮೂಲಕ ಪಡೆದ ಜ್ಞಾನ ಬೆಳೆದಂತೆ ತನ್ನ ಬದುಕು ಬದಲಾಗುತ್ತದೆ. ಸತ್ಯವನ್ನು ಅರಿತವರು ಮನಸ್ಸನ್ನು ಸ್ಥಿರವಾಗಿ ಇಟ್ಟುಕೊಂಡು ಪರಮಾತ್ಮನ ಸ್ಮರಣೆಯಲ್ಲಿ ತೊಡಗುತ್ತಾರೆ. ಅಂತ್ಯಕಾಲದಲ್ಲಿ ಯಾವ ಭಾವ ಮನಸ್ಸಿನಲ್ಲಿರುತ್ತದೆಯೋ ಅದೇ ಭಾವವನ್ನು ಜೀವ ಸೇರುತ್ತದೆ. <box>30 389 364 440</box>
two-article-row <box>384 747 1120 1278</box>
headline: ಅರ್ಜಿ ಆಹ್ವಾನ <box>878 909 1008 941</box>
article-paragraph: ಗ್ರಾಹಕ ದೂರಿನ ಸಂಖ್ಯೆ: 73/2024 ರಲ್ಲಿನ ಅಂತಿಮ ತೀರ್ಪಿನ ಸಾರಾಂಶದಂತೆ, ಫಿರ್ಯಾದುದಾರರಾದ ವಿಠ್ಠಲ್ ತಂದೆ ಹನುಮಪ್ಪ ಇಟಗಿ ಸಾಹುಕಾರಪಲ್ಲಿ ಗ್ರಾಮ, ತಾಲೂಕ ಮತ್ತು ಜಿಲ್ಲೆ: ಕೊಪ್ಪಳ ಇವರು ಎದುರುದಾರರಾದ ಕಾರ್ಮಿಕ ಅಧಿಕಾರಿ, ಕರ್ನಾಟಕ ಕಟ್ಟಡ ಮತ್ತು ಇತರೆ ನಿರ್ಮಾಣ ಕಾರ್ಮಿಕರ ಕಲ್ಯಾಣ ಮಂಡಳಿ ಇವರ ವಿರುದ್ಧ ದೂರು ಸಲ್ಲಿಸಿದ್ದರು. <box>384 260 621 365</box>
article-body <box>384 164 1120 426</box>
article-paragraph: ಆದ್ದರಿಂದ ನೋಂದಾಯಿತ ಕಟ್ಟಡ ನಿರ್ಮಾಣ ಕಾರ್ಮಿಕರ ಕಲ್ಯಾಣ ಮಂಡಳಿ 48ರ ನಿಯಮಾನುಸಾರ ವೈದ್ಯಕೀಯ ವೆಚ್ಚ ಪಾವತಿ ಮಾಡಬೇಕಾಗಿತ್ತು. ಆದ್ದರಿಂದ ದೂರುದಾರರು ದಿನಾಂಕ 18–05–2024 ರಂದು ಲೀಗಲ್ ನೋಟೀಸ್ ಜಾರಿ ಮಾಡಿರುತ್ತಾರೆ. ನೋಟಿಸು ಸ್ವೀಕರಿಸಿದರೂ ಉತ್ತರ ನೀಡಿರುವುದಿಲ್ಲ. <box>633 337 871 424</box>
article-paragraph: ಎತ್ತರ 5.4 ಅಡಿ, ಕೋಲು ಮುಖ, ಗೋಧಿ ಮೈಬಣ್ಣ, ತಲೆಯಲ್ಲಿ ಕಪ್ಪು ಕೂದಲು ಇರುತ್ತದೆ. ಮೈಮೇಲೆ ಅರಿಶಿಣ ಬಣ್ಣದ ಹಾಫ್ ಟೀ–ಶರ್ಟ್ ಮತ್ತು ಕಪ್ಪು ಬಣ್ಣದ ಪ್ಯಾಂಟ್ ಧರಿಸಿರುತ್ತಾನೆ. <box>1128 1269 1499 1302</box>
article-paragraph: ಅರ್ಜಿಗಳನ್ನು ರಾಜ್ಯ ವಿದ್ಯಾರ್ಥಿನಿಲಯ ತಂತ್ರಾಂಶದ ಲಿಂಕ್ https:// shp.karnataka.gov.in ಮೂಲಕ ಸಲ್ಲಿಸಬಹುದು. ಅರ್ಜಿ ಸಲ್ಲಿಸಲು ಕೊನೆಯ ದಿನ ಜೂನ್ 25 ಆಗಿದೆ. ಹೆಚ್ಚಿನ ಮಾಹಿತಿಗಾಗಿ ಅಲ್ಪಸಂಖ್ಯಾತರ ಕಲ್ಯಾಣ ಇಲಾಖೆಯ ಜಿಲ್ಲಾ ಅಧಿಕಾರಿಗಳ ಕಚೇರಿ ದೂ.08392–200125/ 224 ಗೆ ಸಂಪರ್ಕಿಸಬಹುದು ಎಂದು ಪ್ರಕಟಣೆಯಲ್ಲಿ ತಿಳಿಸಿದ್ದಾರೆ. <box>633 1324 1120 1408</box>
article-paragraph: ಹೆಚ್ಚಿನ ಮಾಹಿತಿಗಾಗಿ ದೂ.ಸಂ: 08539 231038, ಮೊ.ಸಂ: 9483618178, 7259073827, 9538096796 ಮತ್ತು 9481085217ಗೆ ಸಂಪರ್ಕಿಸಬಹುದಾಗಿದೆ ಎಂದು ಕೊಪ್ಪಳ ಎಸ್‌ಬಿಐ ಆರ್‌ಸೆಟಿ ನಿರ್ದೇಶಕರು ಪ್ರಕಟಣೆಯಲ್ಲಿ ತಿಳಿಸಿದ್ದಾರೆ. <box>17 1241 376 1292</box>
article-body <box>384 552 1120 737</box>
article-paragraph: ಬಳ್ಳಾರಿ: ಜಿಲ್ಲೆಯಲ್ಲಿ ಕಾರ್ಯನಿರ್ವಹಿಸುತ್ತಿರುವ ಹಿಂದುಳಿದ ವರ್ಗಗಳ ಕಲ್ಯಾಣ ಇಲಾಖೆಯ 2025–26 ನೇ ಸಾಲಿನ ಮೆಟ್ರಿಕ್ ಪೂರ್ವ ಬಾಲಕ ಮತ್ತು ಬಾಲಕಿಯರ ವಿದ್ಯಾರ್ಥಿನಿಲಯಗಳಲ್ಲಿ ಹೊಸದಾಗಿ ಪ್ರವೇಶ ಬಯಸುವ ವಿದ್ಯಾರ್ಥಿಗಳಿಂದ ಅರ್ಜಿ ಆಹ್ವಾನಿಸಲಾಗಿದೆ ಎಂದು ಹಿಂದುಳಿದ ವರ್ಗಗಳ ಕಲ್ಯಾಣ ಇಲಾಖೆಯ ಜಿಲ್ಲಾ ಅಧಿಕಾರಿ ಅವರು ತಿಳಿಸಿದ್ದಾರೆ. <box>1128 446 1499 514</box>
middle-column <box>384 62 1120 1415</box>
power-article <box>766 747 1120 1278</box>
article-paragraph: ಎಂ.ಎಂ.ಜೋಡಣೆಗಾರ, ವಿದ್ಯುತ್‌ಶಿಲ್ಪಿ, ಜೋಡಣೆಗಾರ, ಮೆಕ್ಯಾನಿಕ್ ಡೀಸೆಲ್, ಕೋಪ, ಸಿಒಇ ಮುಂತಾದ ವೃತ್ತಿಗಳಿಗೆ ಪ್ರವೇಶ ನೀಡಲಾಗುತ್ತದೆ. ಅರ್ಜಿ ಸಲ್ಲಿಸಲು ಅಗತ್ಯ ದಾಖಲೆಗಳಾದ ಆಧಾರ್ ಕಾರ್ಡ್, ಎಸ್.ಎಸ್.ಎಲ್.ಸಿ ಅಂಕಪಟ್ಟಿ, ವರ್ಗಾವಣೆ ಪ್ರಮಾಣ ಪತ್ರ, ಜಾತಿ ಮತ್ತು ಆದಾಯ ಪ್ರಮಾಣ ಪತ್ರ, ಗ್ರಾಮೀಣ ಪ್ರಮಾಣ ಪತ್ರ ಹಾಗೂ ಇತರೆ ದಾಖಲೆಗಳು. <box>384 1143 740 1212</box>
right-column <box>1128 62 1499 1386</box>
website-link[interactable]: https://shp.karnataka.gov.in <box>1128 598 1340 614</box>
minority-article <box>384 1289 1120 1415</box>
article-paragraph: ಅರ್ಜಿದಾರರು 18 ರಿಂದ 45 ವರ್ಷ ಒಳಗಿನವರಾಗಿರಬೇಕು. ಕನಿಷ್ಠ ಎಂಟನೇ ತರಗತಿ ಪಾಸ್ ಆಗಿರಬೇಕು. ಕೊಪ್ಪಳ ಜಿಲ್ಲೆಯ ಗ್ರಾಮೀಣ ಭಾಗದವರಾಗಿರಬೇಕು. ಸ್ವಯಂ ಉದ್ಯೋಗದಲ್ಲಿ ಆಸಕ್ತಿ ಹೊಂದಿರಬೇಕು. ಆಧಾರ್ ಕಾರ್ಡ್, ರೇಷನ್ ಕಾರ್ಡ್, ಅಂಕಪಟ್ಟಿಗಳ ಜೆರಾಕ್ಸ್ ಪ್ರತಿಗಳು, ಪಾಸ್‌ಪೋರ್ಟ್ ಅಳತೆಯ ಮೂರು ಫೋಟೋಗಳೊಂದಿಗೆ ಅರ್ಜಿಯನ್ನು ನಿರ್ದೇಶಕರು, ಸ್ಟೇಟ್ ಬ್ಯಾಂಕ್ ಆಫ್ ಇಂಡಿಯಾ, ಗ್ರಾಮೀಣ ಸ್ವಯಂ ಉದ್ಯೋಗ ತರಬೇತಿ ಸಂಸ್ಥೆ, ಜಿಲ್ಲಾ ಕ್ರೀಡಾಂಗಣ ಕೇಂದ್ರ ಆವರಣ, ಅಶೋಕ ಸರ್ಕಲ್ ಹತ್ತಿರ, ಕೊಪ್ಪಳ ವಿಳಾಸಕ್ಕೆ ಸಲ್ಲಿಸಬಹುದು. <box>17 1128 376 1234</box>
article-paragraph: ಆಸಕ್ತ ಅರ್ಹ ವಿದ್ಯಾರ್ಥಿಗಳು ಮೇ 15 ರಿಂದ ಮೇ 31 ರ ವರೆಗೆ ಅರ್ಜಿ ಸಲ್ಲಿಸಬೇಕು. ಅರ್ಜಿಗಳನ್ನು ಸಿರುಗುಪ್ಪ ತಾಲ್ಲೂಕಿನ ಪರಿಶಿಷ್ಟ ವರ್ಗಗಳ ಕಲ್ಯಾಣಾಧಿಕಾರಿ ಕಚೇರಿ ಮತ್ತು ತೆಕ್ಕಲಕೋಟೆಯ ಮಹರ್ಷಿ ವಾಲ್ಮೀಕಿ ಆದಿವಾಸಿ ಬುಡಕಟ್ಟು ವಸತಿ ಶಾಲೆಯಲ್ಲಿ ಪಡೆಯಬಹುದಾಗಿದೆ. <box>1128 976 1499 1026</box>
article-paragraph: ಕೊಪ್ಪಳ ತಾಲ್ಲೂಕಿನ ಬಳ್ಳಾರಿ ಕೆರೆ, ಹಾಲವರ್ತಿ ಕೆರೆ ಮತ್ತು ಗಿಣಿಗೇರಾ ಕೆರೆ ಹಾಗೂ ಯಲಬುರ್ಗಾ ತಾಲ್ಲೂಕಿನ ಬಳ್ಳಾರಿ ಕೆರೆ, ಈ ಕೆರೆಗಳನ್ನು ಗುತ್ತಿಗೆ ಮೂಲಕ ವಿಲೇವಾರಿ ಮಾಡಲು ಪ್ರಸ್ತಾವಿಸಲಾಗಿದ್ದು, ಅರ್ಹ ಮೀನುಗಾರಿಕೆ ಸಹಕಾರ ಸಂಘಗಳು ಮೇ 30 ರೊಳಗಾಗಿ ಅರ್ಜಿ ಸಲ್ಲಿಸಬಹುದು. <box>17 765 376 816</box>
headline: ಪರಿಶಿಷ್ಟ ವರ್ಗಗಳ ಕಲ್ಯಾಣ ಇಲಾಖೆ: 1ನೇ ತರಗತಿ ಪ್ರವೇಶಕ್ಕೆ ಅರ್ಜಿ ಆಹ್ವಾನ <box>1137 828 1490 893</box>
divider <box>1128 366 1499 367</box>
byline: ಹೊಸಪೇಟೆ ಟೈಮ್ಸ್ ನ್ಯೂಸ್ <box>1128 429 1229 443</box>
verse-line: ಸದಾ ತದ್ಭಾವಭಾವಿತಃ ॥ 8–6॥ <box>124 224 270 242</box>
headline: ಪಶುಪಾಲನಾ, ಪಶುವೈದ್ಯ ಸೇವಾ ಇಲಾಖೆ: ಅರ್ಜಿ ಆಹ್ವಾನ <box>397 751 726 812</box>
